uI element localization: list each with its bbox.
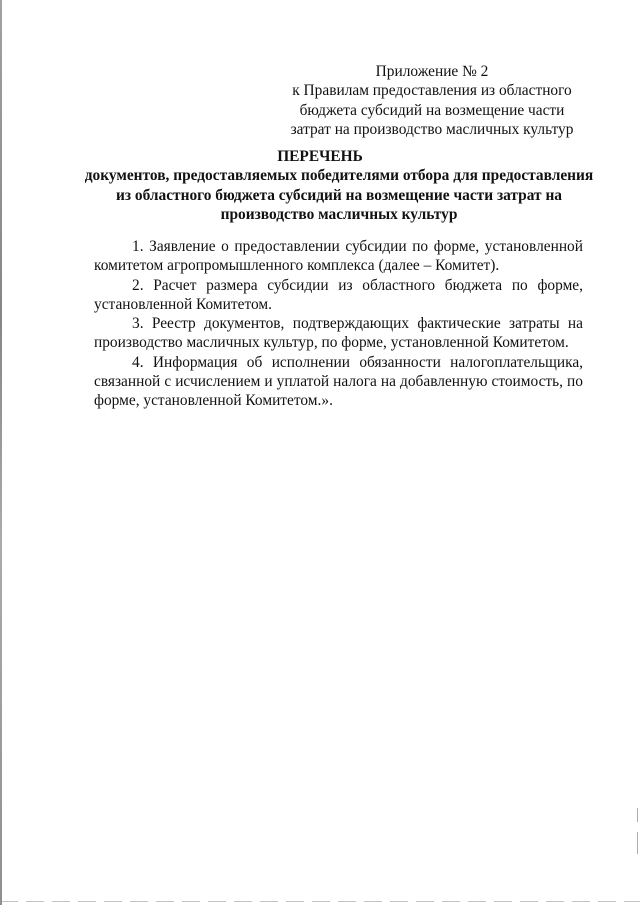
scan-bottom-edge — [0, 901, 640, 902]
list-item: 4. Информация об исполнении обязанности налогоплательщика, связанной с исчислением и уплатой налога на добавленную стоимость, по форме, установленной Комитетом.». — [94, 353, 583, 410]
document-title: ПЕРЕЧЕНЬ — [277, 148, 363, 165]
scan-artifact — [637, 832, 638, 854]
annex-line-3: бюджета субсидий на возмещение части — [299, 101, 565, 119]
annex-line-2: к Правилам предоставления из областного — [292, 82, 572, 100]
list-item: 1. Заявление о предоставлении субсидии по форме, установленной комитетом агропромышленного комплекса (далее – Комитет). — [94, 238, 583, 275]
annex-line-4: затрат на производство масличных культур — [290, 120, 574, 138]
list-item: 2. Расчет размера субсидии из областного бюджета по форме, установленной Комитетом. — [94, 276, 583, 313]
annex-header — [282, 62, 582, 139]
annex-number: Приложение № 2 — [375, 63, 489, 80]
scan-artifact — [637, 808, 638, 822]
scan-left-edge — [0, 0, 2, 905]
document-subtitle: документов, предоставляемых победителями отбора для предоставления из областного бюджета субсидий на возмещение части затрат на производство масличных культур — [84, 167, 594, 224]
list-item: 3. Реестр документов, подтверждающих фактические затраты на производство масличных культур, по форме, установленной Комитетом. — [94, 315, 583, 352]
documents-list — [94, 237, 583, 411]
